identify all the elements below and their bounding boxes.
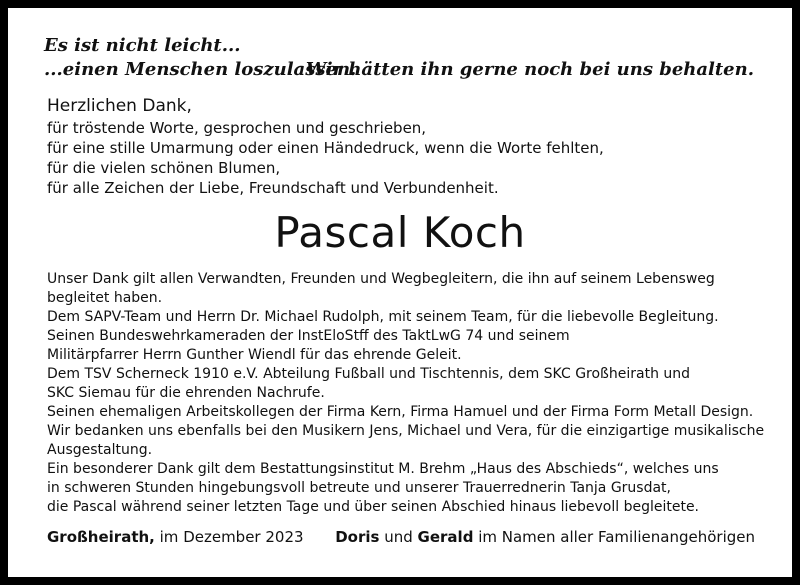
and-text: und bbox=[379, 528, 418, 546]
body-line: Unser Dank gilt allen Verwandten, Freunden und Wegbegleitern, die ihn auf seinem Lebensweg bbox=[47, 271, 715, 287]
place-date bbox=[47, 527, 304, 547]
family-text: im Namen aller Familienangehörigen bbox=[473, 528, 755, 546]
body-line: Wir bedanken uns ebenfalls bei den Musikern Jens, Michael und Vera, für die einzigartige musikalische bbox=[47, 423, 765, 439]
acknowledgement-text bbox=[47, 270, 787, 517]
body-line: Dem TSV Scherneck 1910 e.V. Abteilung Fußball und Tischtennis, dem SKC Großheirath und bbox=[47, 366, 691, 382]
thanks-line: für die vielen schönen Blumen, bbox=[47, 159, 281, 177]
body-line: Ein besonderer Dank gilt dem Bestattungsinstitut M. Brehm „Haus des Abschieds“, welches uns bbox=[47, 461, 719, 477]
body-line: die Pascal während seiner letzten Tage und über seinen Abschied hinaus liebevoll begleitete. bbox=[47, 499, 700, 515]
signatories bbox=[335, 527, 755, 547]
thanks-heading: Herzlichen Dank, bbox=[47, 96, 192, 116]
body-line: Militärpfarrer Herrn Gunther Wiendl für das ehrende Geleit. bbox=[47, 347, 462, 363]
body-line: Ausgestaltung. bbox=[47, 442, 153, 458]
signatory-1: Doris bbox=[335, 528, 380, 546]
date: im Dezember 2023 bbox=[154, 528, 304, 546]
quote-line-1: Es ist nicht leicht... bbox=[44, 35, 241, 56]
deceased-name: Pascal Koch bbox=[274, 208, 526, 257]
signatory-2: Gerald bbox=[417, 528, 474, 546]
body-line: in schweren Stunden hingebungsvoll betreute und unserer Trauerrednerin Tanja Grusdat, bbox=[47, 480, 671, 496]
thanks-line: für alle Zeichen der Liebe, Freundschaft und Verbundenheit. bbox=[47, 179, 499, 197]
body-line: Seinen Bundeswehrkameraden der InstEloStff des TaktLwG 74 und seinem bbox=[47, 328, 570, 344]
thanks-block bbox=[47, 94, 604, 198]
body-line: Dem SAPV-Team und Herrn Dr. Michael Rudolph, mit seinem Team, für die liebevolle Begleitung. bbox=[47, 309, 719, 325]
body-line: SKC Siemau für die ehrenden Nachrufe. bbox=[47, 385, 325, 401]
body-line: Seinen ehemaligen Arbeitskollegen der Firma Kern, Firma Hamuel und der Firma Form Metall Design. bbox=[47, 404, 754, 420]
quote-line-2: ...einen Menschen loszulassen. bbox=[44, 59, 357, 80]
quote-right: Wir hätten ihn gerne noch bei uns behalten. bbox=[305, 59, 754, 80]
body-line: begleitet haben. bbox=[47, 290, 163, 306]
thanks-line: für tröstende Worte, gesprochen und geschrieben, bbox=[47, 119, 427, 137]
obituary-card bbox=[8, 8, 792, 577]
place: Großheirath, bbox=[47, 528, 155, 546]
thanks-line: für eine stille Umarmung oder einen Händedruck, wenn die Worte fehlten, bbox=[47, 139, 604, 157]
